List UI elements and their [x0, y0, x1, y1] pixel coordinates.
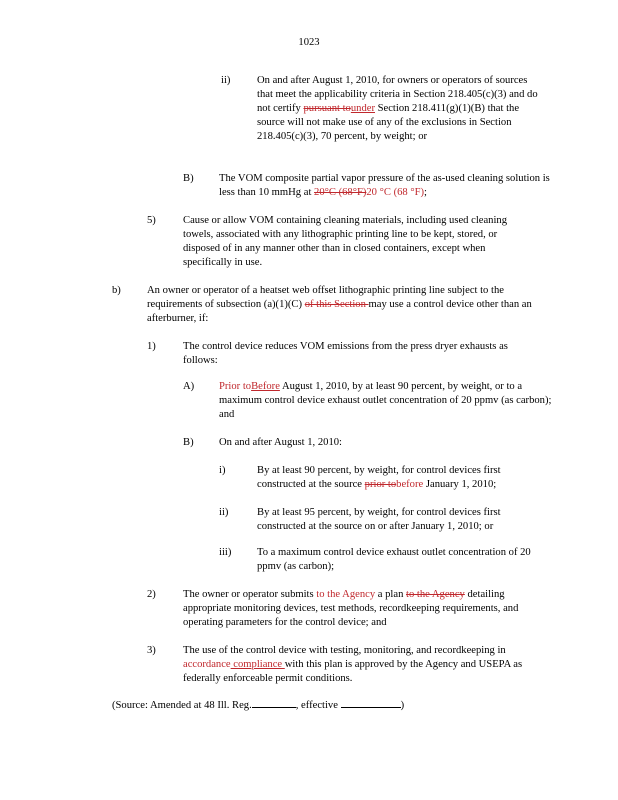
inserted-text: compliance: [230, 659, 285, 670]
text: On and after August 1, 2010, for owners or operators of sources that meet the applicability criteria in Section 218.405(c)(3) and do not certify: [257, 75, 538, 114]
paragraph-b-1-a: [219, 380, 555, 422]
text: The use of the control device with testing, monitoring, and recordkeeping in: [183, 645, 506, 656]
item-label: 3): [147, 645, 156, 656]
text: The owner or operator submits: [183, 589, 317, 600]
item-label: 2): [147, 589, 156, 600]
text: Section 218.411(g)(1)(B) that the source will not make use of any of the exclusions in Section 218.405(c)(3), 70 percent, by weight; or: [257, 103, 520, 142]
item-label: iii): [219, 547, 232, 558]
paragraph-b-1-b-ii: By at least 95 percent, by weight, for control devices first constructed at the source on or after January 1, 2010; or: [257, 507, 501, 532]
inserted-text: 20 °C (68 °F): [366, 187, 424, 198]
paragraph-b-3: [183, 644, 541, 686]
inserted-text: accordance: [183, 659, 231, 670]
deleted-text: prior to: [364, 479, 397, 490]
page-number: 1023: [298, 37, 320, 48]
deleted-text: 20°C (68°F): [314, 187, 367, 198]
text: An owner or operator of a heatset web offset lithographic printing line subject to the requirements of subsection (a)(1)(C): [147, 285, 504, 310]
inserted-text: to the Agency: [316, 589, 376, 600]
text: detailing appropriate monitoring devices, test methods, recordkeeping requirements, and operating parameters for the control device; and: [183, 589, 519, 628]
inserted-text: before: [396, 479, 424, 490]
text: ): [400, 700, 405, 711]
deleted-text: to the Agency: [406, 589, 465, 600]
item-label: B): [183, 173, 194, 184]
paragraph-subsection-b: [147, 284, 539, 326]
deleted-text: pursuant to: [303, 103, 351, 114]
text: a plan: [375, 589, 407, 600]
item-label: i): [219, 465, 226, 476]
text: with this plan is approved by the Agency and USEPA as federally enforceable permit conditions.: [183, 659, 523, 684]
paragraph-b-2: [183, 588, 541, 630]
source-note: [112, 698, 552, 713]
text: By at least 90 percent, by weight, for control devices first constructed at the source: [257, 465, 501, 490]
text: , effective: [295, 700, 341, 711]
item-label: 5): [147, 215, 156, 226]
item-label: B): [183, 437, 194, 448]
item-label: 1): [147, 341, 156, 352]
item-label: ii): [219, 507, 229, 518]
text: January 1, 2010;: [423, 479, 497, 490]
deleted-text: of this Section: [304, 299, 369, 310]
inserted-text: Before: [251, 381, 280, 392]
blank-line: [252, 698, 296, 708]
item-label: A): [183, 381, 195, 392]
paragraph-b-vapor: [219, 172, 559, 200]
paragraph-5: Cause or allow VOM containing cleaning materials, including used cleaning towels, associated with any lithographic printing line to be kept, stored, or disposed of in any manner other than in closed containers, except when specifically in use.: [183, 215, 508, 268]
paragraph-b-1-b: On and after August 1, 2010:: [219, 437, 342, 448]
item-label: b): [112, 285, 121, 296]
text: (Source: Amended at 48 Ill. Reg.: [112, 700, 252, 711]
paragraph-b-1-b-iii: To a maximum control device exhaust outlet concentration of 20 ppmv (as carbon);: [257, 547, 531, 572]
paragraph-b-1: The control device reduces VOM emissions from the press dryer exhausts as follows:: [183, 341, 508, 366]
blank-line: [341, 698, 401, 708]
deleted-text: Prior to: [219, 381, 252, 392]
paragraph-b-1-b-i: [257, 464, 547, 492]
item-label: ii): [221, 75, 231, 86]
text: ;: [424, 187, 427, 198]
inserted-text: under: [350, 103, 375, 114]
text: may use a control device other than an afterburner, if:: [147, 299, 532, 324]
text: August 1, 2010, by at least 90 percent, by weight, or to a maximum control device exhaust outlet concentration of 20 ppmv (as carbon); and: [219, 381, 552, 420]
paragraph-a-ii: [257, 74, 542, 144]
text: The VOM composite partial vapor pressure of the as-used cleaning solution is less than 10 mmHg at: [219, 173, 550, 198]
